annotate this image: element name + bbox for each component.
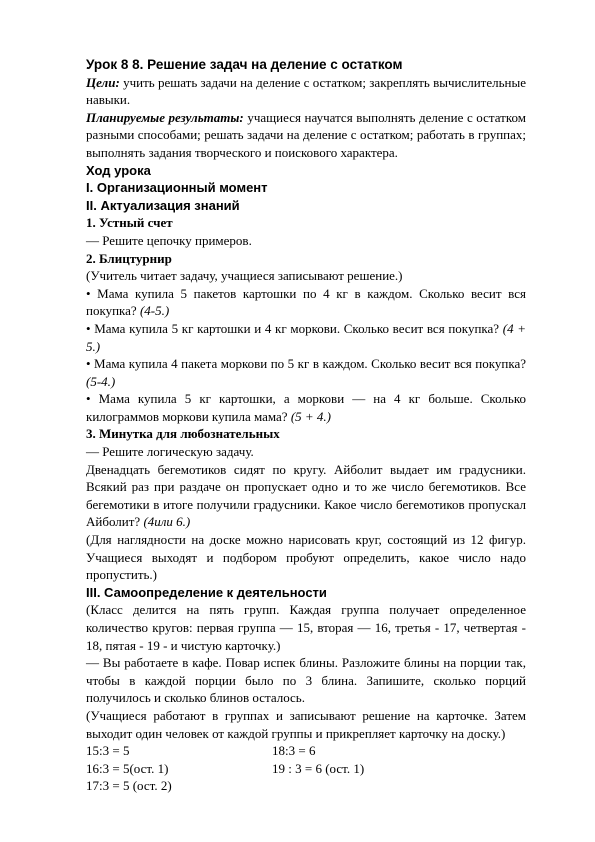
logic-task-prompt: — Решите логическую задачу. [86,444,254,460]
blitz-item-text: • Мама купила 5 кг картошки и 4 кг моркови. Сколько весит вся покупка? [86,320,503,336]
results-paragraph [86,109,526,162]
section3-paragraph-3: (Учащиеся работают в группах и записывают решение на карточке. Затем выходит один человек от каждой группы и прикрепляет карточку на доску.) [86,707,526,741]
blitz-item [86,390,526,425]
section-heading-2: II. Актуализация знаний [86,197,240,213]
section3-paragraph-1: (Класс делится на пять групп. Каждая группа получает определенное количество кругов: первая группа — 15, вторая — 16, третья - 17, четвертая - 18, пятая - 19 - и чистую карточку.) [86,602,526,653]
subsection-title-1: 1. Устный счет [86,215,173,231]
blitz-item [86,285,526,320]
blitz-item-answer: (5-4.) [86,373,116,389]
equation: 19 : 3 = 6 (ост. 1) [272,760,365,776]
subsection-text-1: — Решите цепочку примеров. [86,232,252,248]
logic-task [86,461,526,531]
blitz-item-answer: (5 + 4.) [290,408,332,424]
equation-row [86,760,526,778]
logic-task-text: Двенадцать бегемотиков сидят по кругу. Айболит выдает им градусники. Всякий раз при раздаче он пропускает одно и то же число бегемотиков. Все бегемотики в итоге получили градусники. Какое число бегемотиков пропускал Айболит? [86,461,526,530]
lesson-title: Урок 8 8. Решение задач на деление с остатком [86,57,403,72]
equation: 16:3 = 5(ост. 1) [86,760,169,776]
section-heading-1: I. Организационный момент [86,180,268,196]
blitz-item-answer: (4 + 5.) [86,320,527,354]
course-heading: Ход урока [86,162,151,178]
equation-row [86,777,526,795]
equation: 15:3 = 5 [86,743,130,759]
document-page [86,56,526,795]
section-heading-3: III. Самоопределение к деятельности [86,584,327,600]
equation: 18:3 = 6 [272,743,316,759]
equation-row [86,742,526,760]
subsection-title-3: 3. Минутка для любознательных [86,426,280,442]
logic-task-answer: (4или 6.) [143,514,191,530]
blitz-item [86,320,526,355]
subsection-title-2: 2. Блицтурнир [86,250,172,266]
equation: 17:3 = 5 (ост. 2) [86,778,172,794]
blitz-item-text: • Мама купила 5 пакетов картошки по 4 кг в каждом. Сколько весит вся покупка? [86,285,526,319]
blitz-item-text: • Мама купила 5 кг картошки, а моркови — на 4 кг больше. Сколько килограммов моркови купила мама? [86,391,526,424]
goals-text: учить решать задачи на деление с остатком; закреплять вычислительные навыки. [86,74,526,108]
blitz-item [86,355,526,390]
results-label: Планируемые результаты: [86,109,244,125]
blitz-item-answer: (4-5.) [139,303,170,319]
section3-paragraph-2: — Вы работаете в кафе. Повар испек блины. Разложите блины на порции так, чтобы в каждой порции было по 3 блина. Запишите, сколько порций получилось и сколько блинов осталось. [86,655,526,706]
logic-task-note: (Для наглядности на доске можно нарисовать круг, состоящий из 12 фигур. Учащиеся выходят и подбором пробуют определить, какое число надо пропустить.) [86,532,526,583]
results-text: учащиеся научатся выполнять деление с остатком разными способами; решать задачи на деление с остатком; работать в группах; выполнять задания творческого и поискового характера. [86,109,526,160]
blitz-item-text: • Мама купила 4 пакета моркови по 5 кг в каждом. Сколько весит вся покупка? [86,356,526,372]
blitz-intro: (Учитель читает задачу, учащиеся записывают решение.) [86,268,403,284]
goals-label: Цели: [86,74,120,90]
goals-paragraph [86,74,526,109]
